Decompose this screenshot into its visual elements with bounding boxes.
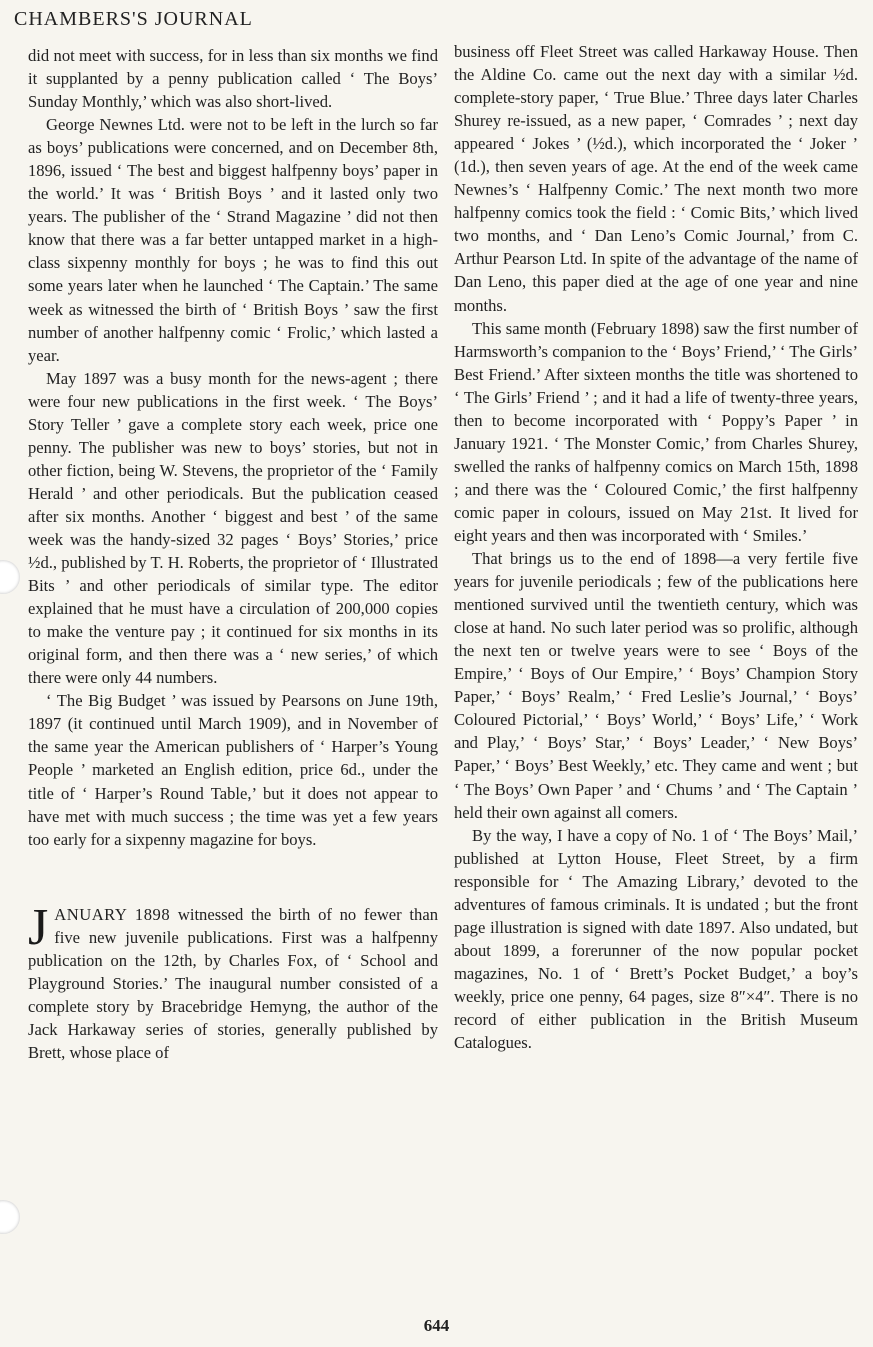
right-paragraph-1: business off Fleet Street was called Harkaway House. Then the Aldine Co. came out the next day with a similar ½d. complete-story paper, ‘ True Blue.’ Three days later Charles Shurey re-issued, as a new paper, ‘ Comrades ’ ; next day appeared ‘ Jokes ’ (½d.), which incorporated the ‘ Joker ’ (1d.), then seven years of age. At the end of the week came Newnes’s ‘ Halfpenny Comic.’ The next month two more halfpenny comics took the field : ‘ Comic Bits,’ which lived two months, and ‘ Dan Leno’s Comic Journal,’ from C. Arthur Pearson Ltd. In spite of the advantage of the name of Dan Leno, this paper died at the age of one year and nine months.: [454, 42, 858, 315]
punch-hole: [0, 1200, 20, 1234]
left-paragraph-4: ‘ The Big Budget ’ was issued by Pearsons on June 19th, 1897 (it continued until March 1909), and in November of the same year the American publishers of ‘ Harper’s Young People ’ marketed an English edition, price 6d., under the title of ‘ Harper’s Round Table,’ but it does not appear to have met with much success ; the time was yet a few years too early for a sixpenny magazine for boys.: [28, 691, 438, 849]
running-head: CHAMBERS'S JOURNAL: [14, 8, 253, 30]
left-paragraph-1: did not meet with success, for in less than six months we find it supplanted by a penny publication called ‘ The Boys’ Sunday Monthly,’ which was also short-lived.: [28, 46, 438, 112]
right-paragraph-2: This same month (February 1898) saw the first number of Harmsworth’s companion to the ‘ Boys’ Friend,’ ‘ The Girls’ Best Friend.’ After sixteen months the title was shortened to ‘ The Girls’ Friend ’ ; and it had a life of twenty-three years, then to become incorporated with ‘ Poppy’s Paper ’ in January 1921. ‘ The Monster Comic,’ from Charles Shurey, swelled the ranks of halfpenny comics on March 15th, 1898 ; and there was the ‘ Coloured Comic,’ the first halfpenny comic paper in colours, issued on May 21st. It lived for eight years and then was incorporated with ‘ Smiles.’: [454, 318, 858, 545]
drop-cap-lead: ANUARY 1898: [54, 904, 171, 924]
drop-cap: J: [28, 898, 49, 956]
left-paragraph-2: George Newnes Ltd. were not to be left in the lurch so far as boys’ publications were concerned, and on December 8th, 1896, issued ‘ The best and biggest halfpenny boys’ paper in the world.’ It was ‘ British Boys ’ and it lasted only two years. The publisher of the ‘ Strand Magazine ’ did not then know that there was a far better untapped market in a high-class sixpenny monthly for boys ; he was to find this out some years later when he launched ‘ The Captain.’ The same week as witnessed the birth of ‘ British Boys ’ saw the first number of another halfpenny comic ‘ Frolic,’ which lasted a year.: [28, 115, 438, 365]
left-column: [28, 44, 438, 1064]
left-paragraph-3: May 1897 was a busy month for the news-agent ; there were four new publications in the first week. ‘ The Boys’ Story Teller ’ gave a complete story each week, price one penny. The publisher was new to boys’ stories, but not in other fiction, being W. Stevens, the proprietor of the ‘ Family Herald ’ and other periodicals. But the publication ceased after six months. Another ‘ biggest and best ’ of the same week was the handy-sized 32 pages ‘ Boys’ Stories,’ price ½d., published by T. H. Roberts, the proprietor of ‘ Illustrated Bits ’ and other periodicals of similar type. The editor explained that he must have a circulation of 200,000 copies to make the venture pay ; it continued for six months in its original form, and then there was a ‘ new series,’ of which there were only 44 numbers.: [28, 368, 438, 688]
section-gap: [28, 851, 438, 903]
right-paragraph-4: By the way, I have a copy of No. 1 of ‘ The Boys’ Mail,’ published at Lytton House, Fleet Street, by a firm responsible for ‘ The Amazing Library,’ devoted to the adventures of famous criminals. It is undated ; but the front page illustration is signed with date 1897. Also undated, but about 1899, a forerunner of the now popular pocket magazines, No. 1 of ‘ Brett’s Pocket Budget,’ a boy’s weekly, price one penny, 64 pages, size 8″×4″. There is no record of either publication in the British Museum Catalogues.: [454, 825, 858, 1053]
left-paragraph-5-text: witnessed the birth of no fewer than five new juvenile publications. First was a halfpenny publication on the 12th, by Charles Fox, of ‘ School and Playground Stories.’ The inaugural number consisted of a complete story by Bracebridge Hemyng, the author of the Jack Harkaway series of stories, generally published by Brett, whose place of: [28, 904, 438, 1062]
right-paragraph-3: That brings us to the end of 1898—a very fertile five years for juvenile periodicals ; few of the publications here mentioned survived until the twentieth century, which was close at hand. No such later period was so prolific, although the next ten or twelve years were to see ‘ Boys of the Empire,’ ‘ Boys of Our Empire,’ ‘ Boys’ Champion Story Paper,’ ‘ Boys’ Realm,’ ‘ Fred Leslie’s Journal,’ ‘ Boys’ Coloured Pictorial,’ ‘ Boys’ World,’ ‘ Boys’ Life,’ ‘ Work and Play,’ ‘ Boys’ Star,’ ‘ Boys’ Leader,’ ‘ New Boys’ Paper,’ ‘ Boys’ Best Weekly,’ etc. They came and went ; but ‘ The Boys’ Own Paper ’ and ‘ Chums ’ and ‘ The Captain ’ held their own against all comers.: [454, 549, 858, 822]
punch-hole: [0, 560, 20, 594]
page-number: 644: [423, 1316, 450, 1335]
left-paragraph-5: [28, 898, 438, 1064]
right-column: [454, 40, 858, 1054]
